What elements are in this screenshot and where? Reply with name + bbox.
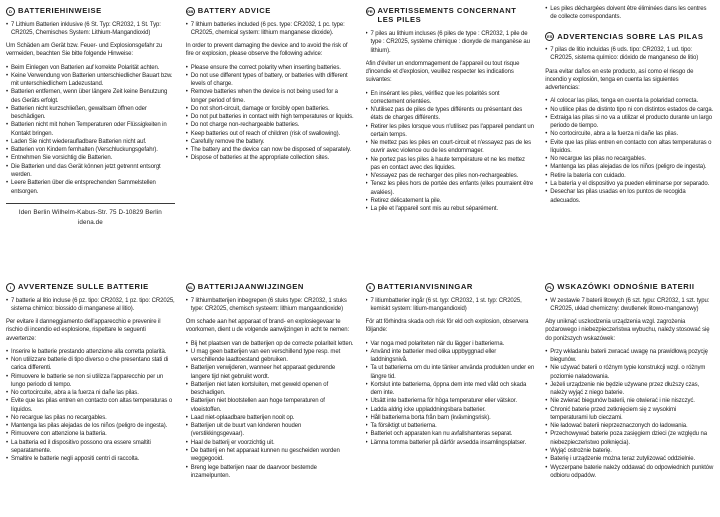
polish-included-list — [545, 297, 714, 314]
bullet-item: • Carefully remove the battery. — [186, 138, 355, 146]
bullet-item: • Evite que las pilas entren en contacto con altas temperaturas o líquidos. — [545, 139, 714, 156]
german-included-list — [6, 21, 175, 38]
bullet-item: • Do not put batteries in contact with high temperatures or liquids. — [186, 113, 355, 121]
bullet-item: • Batterien von Kindern fernhalten (Verschluckungsgefahr). — [6, 146, 175, 154]
section-dutch-header — [186, 282, 355, 292]
manufacturer-website: idena.de — [77, 218, 103, 226]
section-italian-header — [6, 282, 175, 292]
bullet-item: • Retirez délicatement la pile. — [366, 197, 535, 205]
bullet-item: • 7 pilas de litio incluidas (6 uds. tipo: CR2032, 1 ud. tipo: CR2025, sistema químico: dióxido de manganeso de litio) — [545, 46, 714, 63]
section-french-header — [366, 6, 535, 25]
bullet-item: • Kortslut inte batterierna, öppna dem inte med våld och skada dem inte. — [366, 381, 535, 398]
bullet-item: • Wyczerpane baterie należy oddawać do odpowiednich punktów odbioru odpadów. — [545, 464, 714, 481]
section-french — [366, 6, 535, 214]
swedish-included-list — [366, 297, 535, 314]
bullet-item: • 7 lithiumbatterijen inbegrepen (6 stuks type: CR2032, 1 stuks type: CR2025, chemisch systeem: lithium mangaandioxide) — [186, 297, 355, 314]
bullet-item: • 7 Lithium Batterien inklusive (6 St. Typ: CR2032, 1 St. Typ: CR2025, Chemisches System: Lithium-Mangandioxid) — [6, 21, 175, 38]
section-swedish-header — [366, 282, 535, 292]
bullet-item: • Mantenga las pilas alejadas de los niños (peligro de ingesta). — [6, 422, 175, 430]
english-included-list — [186, 21, 355, 38]
bullet-item: • N'utilisez pas de piles de types différents ou présentant des états de charges différents. — [366, 106, 535, 123]
bullet-item: • Les piles déchargées doivent être éliminées dans les centres de collecte correspondants. — [545, 5, 714, 22]
bullet-item: • Batterien nicht kurzschließen, gewaltsam öffnen oder beschädigen. — [6, 105, 175, 122]
section-english — [186, 6, 355, 163]
section-spanish-title: ADVERTENCIAS SOBRE LAS PILAS — [557, 31, 704, 41]
bullet-item: • Batteriet och apparaten kan nu avfallshanteras separat. — [366, 430, 535, 438]
section-swedish-title: BATTERIANVISNINGAR — [377, 282, 473, 291]
bullet-item: • Använd inte batterier med olika uppbyggnad eller laddningsnivå. — [366, 348, 535, 365]
polish-lead-text: Aby uniknąć uszkodzenia urządzenia wzgl. zagrożenia pożarowego i niebezpieczeństwa wybuchu, należy stosować się do poniższych wskazówek: — [545, 319, 710, 342]
section-polish — [545, 282, 714, 480]
bullet-item: • Nie używać baterii o różnym typie konstrukcji wzgl. o różnym poziomie naładowania. — [545, 364, 714, 381]
bullet-item: • Retire la batería con cuidado. — [545, 172, 714, 180]
english-advice-list — [186, 64, 355, 163]
bullet-item: • Baterię i urządzenie można teraz zutylizować oddzielnie. — [545, 455, 714, 463]
section-dutch — [186, 282, 355, 480]
bullet-item: • Entnehmen Sie vorsichtig die Batterien. — [6, 154, 175, 162]
bullet-item: • Do not use different types of battery, or batteries with different levels of charge. — [186, 72, 355, 89]
lang-badge-nl-icon: NL — [187, 284, 193, 290]
bullet-item: • Die Batterien und das Gerät können jetzt getrennt entsorgt werden. — [6, 163, 175, 180]
german-advice-list — [6, 64, 175, 196]
spanish-included-list — [545, 46, 714, 63]
bullet-item: • No cortocircuite, abra a la fuerza ni dañe las pilas. — [6, 389, 175, 397]
dutch-included-list — [186, 297, 355, 314]
lang-badge-i-icon: I — [6, 283, 15, 292]
section-polish-header — [545, 282, 714, 292]
bullet-item: • Leere Batterien über die entsprechenden Sammelstellen entsorgen. — [6, 179, 175, 196]
column-1-bottom — [6, 277, 175, 509]
bullet-item: • Breng lege batterijen naar de daarvoor bestemde inzamelpunten. — [186, 464, 355, 481]
bullet-item: • De batterij en het apparaat kunnen nu gescheiden worden weggegooid. — [186, 447, 355, 464]
bullet-item: • Przechowywać baterie poza zasięgiem dzieci (ze względu na niebezpieczeństwo połknięcia). — [545, 430, 714, 447]
french-advice-list — [366, 90, 535, 214]
bullet-item: • Batterijen uit de buurt van kinderen houden (verstikkingsgevaar). — [186, 422, 355, 439]
bullet-item: • Extraiga las pilas si no va a utilizar el producto durante un largo periodo de tiempo. — [545, 114, 714, 131]
bullet-item: • Nie ładować baterii nieprzeznaczonych do ładowania. — [545, 422, 714, 430]
bullet-item: • Beim Einlegen von Batterien auf korrekte Polarität achten. — [6, 64, 175, 72]
section-german-title: BATTERIEHINWEISE — [18, 6, 102, 15]
dutch-advice-list — [186, 340, 355, 481]
section-german — [6, 6, 175, 227]
section-french-title: AVERTISSEMENTS CONCERNANT LES PILES — [377, 6, 517, 25]
bullet-item: • Ladda aldrig icke uppladdningsbara batterier. — [366, 406, 535, 414]
bullet-item: • Haal de batterij er voorzichtig uit. — [186, 439, 355, 447]
bullet-item: • No recargue las pilas no recargables. — [545, 155, 714, 163]
bullet-item: • Nie zwierać biegunów baterii, nie otwierać i nie niszczyć. — [545, 397, 714, 405]
section-english-header — [186, 6, 355, 16]
column-1-top — [6, 5, 175, 277]
bullet-item: • 7 piles au lithium incluses (6 piles de type : CR2032, 1 pile de type : CR2025, système chimique : dioxyde de manganèse au lithium). — [366, 30, 535, 55]
section-dutch-title: BATTERIJAANWIJZINGEN — [197, 282, 304, 291]
bullet-item: • Remove batteries when the device is not being used for a longer period of time. — [186, 88, 355, 105]
bullet-item: • Utsätt inte batterierna för höga temperaturer eller vätskor. — [366, 397, 535, 405]
bullet-item: • Batterien entfernen, wenn über längere Zeit keine Benutzung des Geräts erfolgt. — [6, 88, 175, 105]
lang-badge-d-icon: D — [6, 7, 15, 16]
french-lead-text: Afin d'éviter un endommagement de l'appareil ou tout risque d'incendie et d'explosion, veuillez respecter les indications suivantes: — [365, 60, 520, 84]
section-spanish — [545, 32, 714, 205]
bullet-item: • N'essayez pas de recharger des piles non-rechargeables. — [366, 172, 535, 180]
french-advice-overflow-list — [545, 5, 714, 22]
lang-badge-pl-icon: PL — [547, 284, 553, 290]
bullet-item: • Inserire le batterie prestando attenzione alla corretta polarità. — [6, 348, 175, 356]
bullet-item: • Ne mettez pas les piles en court-circuit et n'essayez pas de les ouvrir avec violence ou de les endommager. — [366, 139, 535, 156]
bullet-item: • Jeżeli urządzenie nie będzie używane przez dłuższy czas, należy wyjąć z niego baterie. — [545, 381, 714, 398]
italian-lead-text: Per evitare il danneggiamento dell'apparecchio e prevenire il rischio di incendio ed esplosione, rispettare le seguenti avvertenze: — [6, 319, 161, 342]
bullet-item: • 7 batterie al litio incluse (6 pz. tipo: CR2032, 1 pz. tipo: CR2025, sistema chimico: biossido di manganese al litio). — [6, 297, 175, 314]
section-polish-title: WSKAZÓWKI ODNOŚNIE BATERII — [557, 282, 695, 291]
german-lead-text: Um Schäden am Gerät bzw. Feuer- und Explosionsgefahr zu vermeiden, beachten Sie bitte folgende Hinweise: — [6, 43, 163, 58]
bullet-item: • Laad niet-oplaadbare batterijen nooit op. — [186, 414, 355, 422]
bullet-item: • Bij het plaatsen van de batterijen op de correcte polariteit letten. — [186, 340, 355, 348]
manufacturer-address-line: Iden Berlin Wilhelm-Kabus-Str. 75 D-10829 Berlin — [18, 208, 162, 216]
bullet-item: • Desechar las pilas usadas en los puntos de recogida adecuados. — [545, 188, 714, 205]
bullet-item: • Var noga med polariteten när du lägger i batterierna. — [366, 340, 535, 348]
manufacturer-address — [6, 203, 175, 228]
bullet-item: • Keep batteries out of reach of children (risk of swallowing). — [186, 130, 355, 138]
column-4-top — [545, 5, 714, 277]
bullet-item: • Rimuovere le batterie se non si utilizza l'apparecchio per un lungo periodo di tempo. — [6, 373, 175, 390]
column-4-bottom — [545, 277, 714, 509]
column-2-top — [186, 5, 355, 277]
bullet-item: • The battery and the device can now be disposed of separately. — [186, 146, 355, 154]
bullet-item: • Chronić baterie przed zetknięciem się z wysokimi temperaturami lub cieczami. — [545, 406, 714, 423]
bullet-item: • Batterijen niet blootstellen aan hoge temperaturen of vloeistoffen. — [186, 397, 355, 414]
section-italian-title: AVVERTENZE SULLE BATTERIE — [18, 282, 149, 291]
bullet-item: • Mantenga las pilas alejadas de los niños (peligro de ingesta). — [545, 163, 714, 171]
column-2-bottom — [186, 277, 355, 509]
bullet-item: • Ta försiktigt ut batterierna. — [366, 422, 535, 430]
spanish-advice-list — [545, 97, 714, 204]
bullet-item: • Tenez les piles hors de portée des enfants (elles pourraient être avalées). — [366, 180, 535, 197]
bullet-item: • 7 lithium batteries included (6 pcs. type: CR2032, 1 pc. type: CR2025, chemical system: lithium manganese dioxide). — [186, 21, 355, 38]
bullet-item: • Non utilizzare batterie di tipo diverso o che presentano stati di carica differenti. — [6, 356, 175, 373]
bullet-item: • Batterijen verwijderen, wanneer het apparaat gedurende langere tijd niet gebruikt wordt. — [186, 364, 355, 381]
bullet-item: • Laden Sie nicht wiederaufladbare Batterien nicht auf. — [6, 138, 175, 146]
bullet-item: • Przy wkładaniu baterii zwracać uwagę na prawidłową pozycję biegunów. — [545, 348, 714, 365]
bullet-item: • La batteria ed il dispositivo possono ora essere smaltiti separatamente. — [6, 439, 175, 456]
polish-advice-list — [545, 348, 714, 480]
bullet-item: • La pile et l'appareil sont mis au rebut séparément. — [366, 205, 535, 213]
english-lead-text: In order to prevent damaging the device and to avoid the risk of fire or explosion, please observe the following advice: — [185, 43, 348, 58]
bullet-item: • No cortocircuite, abra a la fuerza ni dañe las pilas. — [545, 130, 714, 138]
spanish-lead-text: Para evitar daños en este producto, así como el riesgo de incendio y explosión, tenga en cuenta las siguientes advertencias: — [545, 68, 694, 92]
section-italian — [6, 282, 175, 464]
bullet-item: • U mag geen batterijen van een verschillend type resp. met verschillende laadtoestand gebruiken. — [186, 348, 355, 365]
column-3-bottom — [366, 277, 535, 509]
bullet-item: • Batterijen niet laten kortsluiten, met geweld openen of beschadigen. — [186, 381, 355, 398]
bullet-item: • No recargue las pilas no recargables. — [6, 414, 175, 422]
bullet-item: • 7 litiumbatterier ingår (6 st. typ: CR2032, 1 st. typ: CR2025, kemiskt system: litium-mangandioxid) — [366, 297, 535, 314]
lang-badge-es-icon: ES — [547, 34, 553, 40]
bullet-item: • La batería y el dispositivo ya pueden eliminarse por separado. — [545, 180, 714, 188]
bullet-item: • Please ensure the correct polarity when inserting batteries. — [186, 64, 355, 72]
italian-included-list — [6, 297, 175, 314]
bullet-item: • En insérant les piles, vérifiez que les polarités sont correctement orientées. — [366, 90, 535, 107]
bullet-item: • Batterien nicht mit hohen Temperaturen oder Flüssigkeiten in Kontakt bringen. — [6, 121, 175, 138]
bullet-item: • Wyjąć ostrożnie baterię. — [545, 447, 714, 455]
bullet-item: • Do not short-circuit, damage or forcibly open batteries. — [186, 105, 355, 113]
bullet-item: • Ta ut batterierna om du inte tänker använda produkten under en längre tid. — [366, 364, 535, 381]
italian-advice-list — [6, 348, 175, 464]
lang-badge-fr-icon: FR — [367, 8, 373, 14]
bullet-item: • Dispose of batteries at the appropriate collection sites. — [186, 154, 355, 162]
swedish-lead-text: För att förhindra skada och risk för eld och explosion, observera följande: — [365, 319, 529, 334]
bullet-item: • No utilice pilas de distinto tipo ni con distintos estados de carga. — [545, 106, 714, 114]
lang-badge-s-icon: S — [366, 283, 375, 292]
bullet-item: • Do not charge non-rechargeable batteries. — [186, 121, 355, 129]
bullet-item: • Ne portez pas les piles à haute température et ne les mettez pas en contact avec des liquides. — [366, 156, 535, 173]
bullet-item: • Al colocar las pilas, tenga en cuenta la polaridad correcta. — [545, 97, 714, 105]
lang-badge-gb-icon: GB — [187, 8, 194, 14]
swedish-advice-list — [366, 340, 535, 447]
section-english-title: BATTERY ADVICE — [197, 6, 271, 15]
bullet-item: • Evite que las pilas entren en contacto con altas temperaturas o líquidos. — [6, 397, 175, 414]
section-german-header — [6, 6, 175, 16]
french-included-list — [366, 30, 535, 55]
bullet-item: • W zestawie 7 baterii litowych (6 szt. typu: CR2032, 1 szt. typu: CR2025, układ chemiczny: dwutlenek litowo-manganowy) — [545, 297, 714, 314]
bullet-item: • Lämna tomma batterier på därför avsedda insamlingsplatser. — [366, 439, 535, 447]
dutch-lead-text: Om schade aan het apparaat of brand- en explosiegevaar te voorkomen, dient u de volgende aanwijzingen in acht te nemen: — [185, 319, 350, 334]
section-swedish — [366, 282, 535, 447]
bullet-item: • Retirer les piles lorsque vous n'utilisez pas l'appareil pendant un certain temps. — [366, 123, 535, 140]
column-3-top — [366, 5, 535, 277]
section-spanish-header — [545, 32, 714, 42]
bullet-item: • Keine Verwendung von Batterien unterschiedlicher Bauart bzw. mit unterschiedlichem Ladezustand. — [6, 72, 175, 89]
bullet-item: • Rimuovere con attenzione la batteria. — [6, 430, 175, 438]
bullet-item: • Smaltire le batterie negli appositi centri di raccolta. — [6, 455, 175, 463]
bullet-item: • Håll batterierna borta från barn (kvävningsrisk). — [366, 414, 535, 422]
